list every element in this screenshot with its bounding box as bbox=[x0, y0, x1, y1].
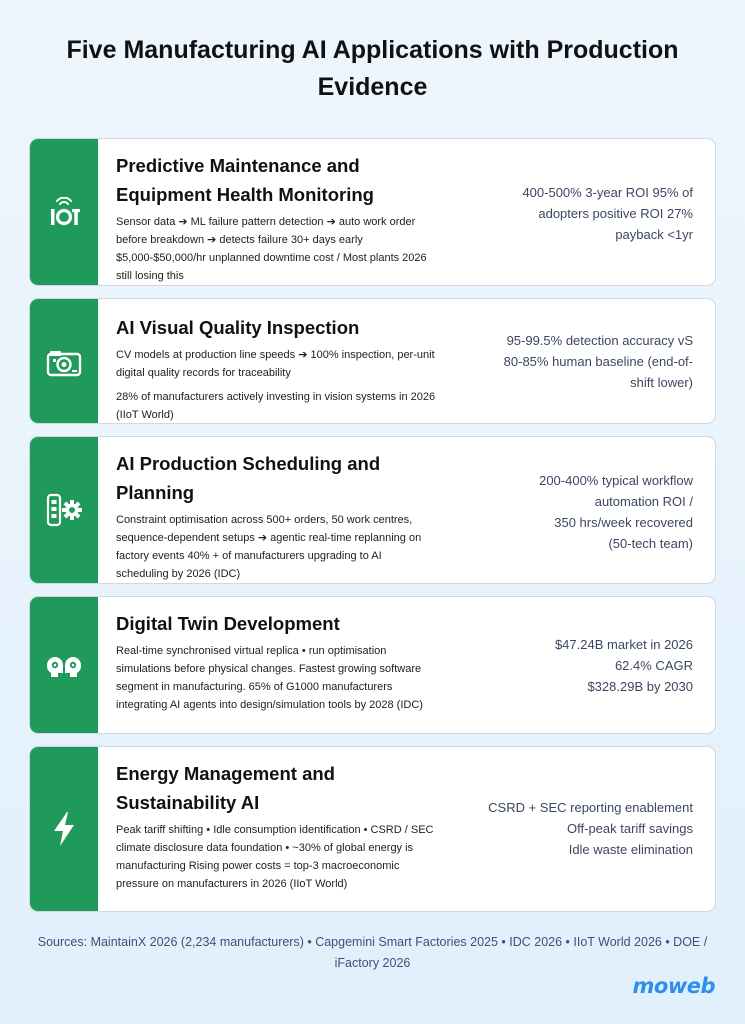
stat-line: 200-400% typical workflow bbox=[539, 473, 693, 488]
stat-line: (50-tech team) bbox=[608, 536, 693, 551]
stat-line: shift lower) bbox=[630, 375, 693, 390]
card-description-text: Real-time synchronised virtual replica • run optimisation simulations before physical changes. Fastest growing software segment in manufacturing. 65% of G1000 manufacturers integrating AI agents into design/simulation tools by 2028 (IDC) bbox=[116, 645, 423, 711]
card-accent-bar bbox=[30, 139, 98, 285]
stat-line: Off-peak tariff savings bbox=[567, 821, 693, 836]
card-description bbox=[116, 213, 434, 285]
stat-line: CSRD + SEC reporting enablement bbox=[488, 800, 693, 815]
card-stats bbox=[463, 182, 693, 245]
card-heading: Predictive Maintenance and Equipment Health Monitoring bbox=[116, 155, 374, 205]
card-stats bbox=[463, 330, 693, 393]
card-heading: AI Production Scheduling and Planning bbox=[116, 453, 381, 503]
stat-line: 350 hrs/week recovered bbox=[554, 515, 693, 530]
lightning-icon bbox=[51, 811, 77, 847]
stat-line: 80-85% human baseline (end-of- bbox=[503, 354, 693, 369]
card-description-text: 28% of manufacturers actively investing in vision systems in 2026 (IIoT World) bbox=[116, 391, 436, 421]
scheduling-gear-icon bbox=[45, 493, 83, 527]
sources-footnote: Sources: MaintainX 2026 (2,234 manufacturers) • Capgemini Smart Factories 2025 • IDC 2026 • IIoT World 2026 • DOE / iFactory 2026 bbox=[37, 935, 708, 970]
card-description bbox=[116, 346, 436, 424]
card-stats bbox=[463, 634, 693, 697]
stat-line: $47.24B market in 2026 bbox=[554, 637, 693, 652]
card-accent-bar bbox=[30, 299, 98, 423]
stat-line: 400-500% 3-year ROI 95% of bbox=[522, 185, 693, 200]
stat-line: adopters positive ROI 27% bbox=[538, 206, 693, 221]
card-heading: AI Visual Quality Inspection bbox=[116, 317, 360, 338]
card-description-text: Constraint optimisation across 500+ orders, 50 work centres, sequence-dependent setups ➔ agentic real-time replanning on factory events 40% + of manufacturers upgrading to AI scheduling by 2026 (IDC) bbox=[116, 514, 422, 580]
card-description bbox=[116, 511, 436, 583]
card-predictive-maintenance bbox=[29, 138, 716, 286]
card-stats bbox=[463, 797, 693, 860]
stat-line: 62.4% CAGR bbox=[614, 658, 693, 673]
card-heading: Digital Twin Development bbox=[116, 613, 340, 634]
stat-line: $328.29B by 2030 bbox=[587, 679, 693, 694]
card-description-text: CV models at production line speeds ➔ 100% inspection, per-unit digital quality records for traceability bbox=[116, 349, 435, 379]
card-description bbox=[116, 642, 436, 714]
camera-icon bbox=[46, 345, 82, 377]
stat-line: payback <1yr bbox=[615, 227, 693, 242]
twin-heads-icon bbox=[45, 651, 83, 679]
card-accent-bar bbox=[30, 437, 98, 583]
card-visual-quality-inspection bbox=[29, 298, 716, 424]
card-accent-bar bbox=[30, 597, 98, 733]
stat-line: automation ROI / bbox=[594, 494, 693, 509]
card-description-text: Sensor data ➔ ML failure pattern detection ➔ auto work order before breakdown ➔ detects failure 30+ days early $5,000-$50,000/hr unplanned downtime cost / Most plants 2026 still losing this bbox=[116, 216, 427, 282]
card-stats bbox=[463, 470, 693, 554]
stat-line: 95-99.5% detection accuracy vS bbox=[506, 333, 693, 348]
card-heading: Energy Management and Sustainability AI bbox=[116, 763, 335, 813]
card-production-scheduling bbox=[29, 436, 716, 584]
card-description-text: Peak tariff shifting • Idle consumption identification • CSRD / SEC climate disclosure data foundation • ~30% of global energy is manufacturing Rising power costs = top-3 macroeconomic pressure on manufacturers in 2026 (IIoT World) bbox=[116, 824, 434, 890]
card-digital-twin bbox=[29, 596, 716, 734]
brand-logo: moweb bbox=[632, 974, 715, 998]
iot-icon bbox=[47, 197, 81, 227]
card-accent-bar bbox=[30, 747, 98, 911]
card-energy-management bbox=[29, 746, 716, 912]
page-title: Five Manufacturing AI Applications with Production Evidence bbox=[66, 36, 679, 101]
stat-line: Idle waste elimination bbox=[568, 842, 693, 857]
card-description bbox=[116, 821, 436, 893]
